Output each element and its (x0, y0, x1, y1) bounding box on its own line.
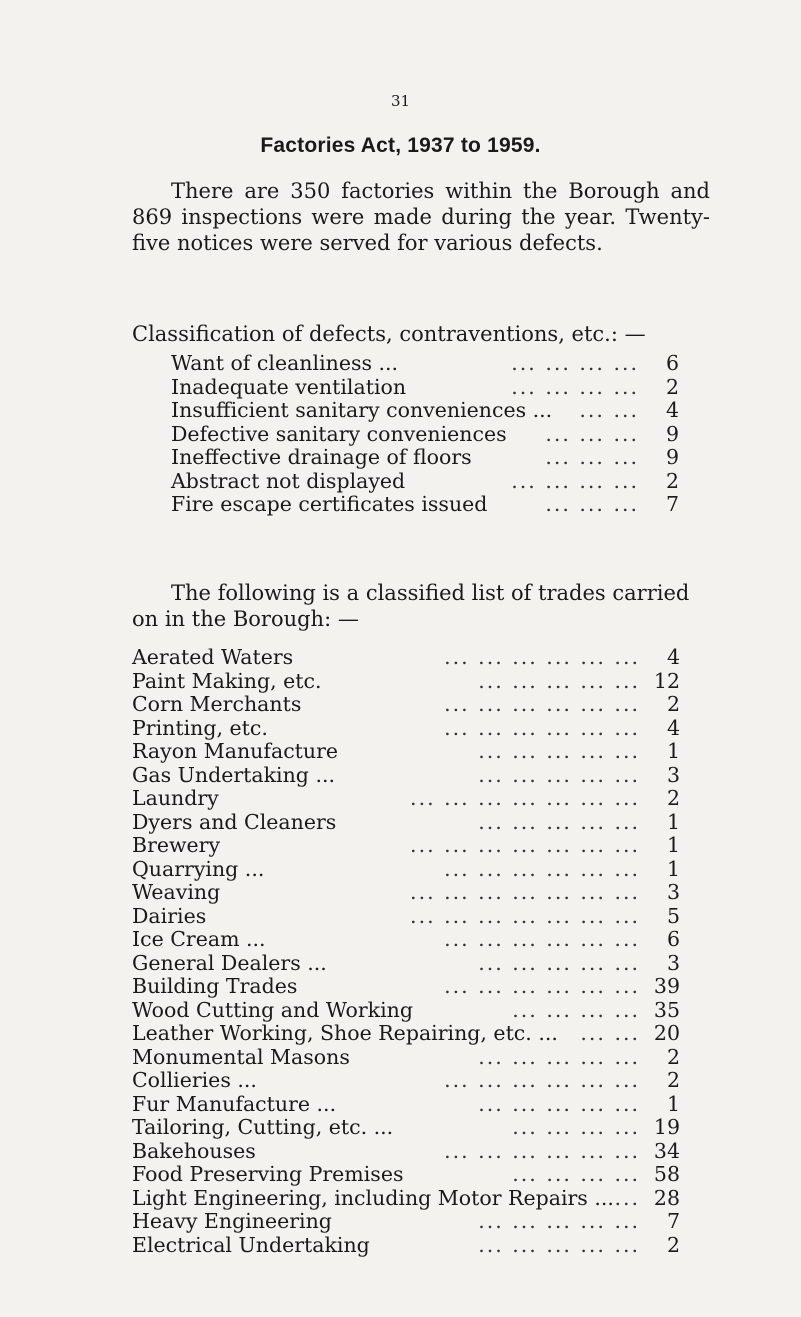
trade-row (132, 1022, 680, 1046)
page-number: 31 (390, 92, 411, 110)
row-label: Aerated Waters (132, 645, 294, 669)
row-label: Ice Cream ... (132, 927, 266, 951)
leader-dots: ... (614, 1185, 640, 1210)
row-label: General Dealers ... (132, 950, 327, 975)
leader-dots: ... ... ... ... ... ... (444, 856, 640, 881)
row-label: Food Preserving Premises (132, 1162, 404, 1186)
row-value: 58 (653, 1162, 680, 1186)
defect-row (171, 446, 679, 470)
trade-row (132, 1163, 680, 1187)
leader-dots: ... ... ... ... ... ... ... (410, 880, 640, 904)
leader-dots: ... ... ... ... ... ... (444, 645, 640, 669)
trade-row (132, 1046, 680, 1070)
trade-row (132, 764, 680, 788)
row-label: Weaving (132, 880, 221, 904)
trades-list (132, 646, 680, 1257)
row-value: 1 (666, 739, 680, 763)
row-label: Printing, etc. (132, 715, 268, 740)
row-value: 2 (665, 374, 679, 399)
trade-row (132, 693, 680, 717)
trades-heading (132, 580, 710, 632)
row-label: Wood Cutting and Working (132, 997, 413, 1022)
row-label: Dyers and Cleaners (132, 809, 337, 834)
leader-dots: ... ... ... ... (511, 374, 639, 399)
row-label: Dairies (132, 903, 207, 928)
leader-dots: ... ... ... ... ... (478, 1044, 640, 1069)
trade-row (132, 1069, 680, 1093)
trade-row (132, 975, 680, 999)
defects-list (171, 352, 679, 517)
intro-text: There are 350 factories within the Borough and 869 inspections were made during the year. Twenty-five notices were served for various defects. (132, 179, 710, 255)
row-label: Fire escape certificates issued (171, 492, 488, 516)
row-label: Light Engineering, including Motor Repairs ... (132, 1185, 614, 1210)
row-value: 2 (666, 692, 680, 716)
defect-row (171, 470, 679, 494)
row-label: Paint Making, etc. (132, 668, 322, 693)
row-value: 6 (665, 351, 679, 375)
row-label: Quarrying ... (132, 856, 265, 881)
trade-row (132, 952, 680, 976)
row-value: 4 (665, 398, 679, 422)
row-value: 7 (666, 1209, 680, 1233)
trade-row (132, 717, 680, 741)
row-label: Insufficient sanitary conveniences ... (171, 398, 553, 422)
row-value: 12 (653, 668, 680, 693)
leader-dots: ... ... (580, 1021, 640, 1045)
row-label: Corn Merchants (132, 692, 302, 716)
trade-row (132, 1140, 680, 1164)
row-label: Rayon Manufacture (132, 739, 339, 763)
defect-row (171, 399, 679, 423)
trade-row (132, 905, 680, 929)
leader-dots: ... ... ... (545, 421, 639, 446)
leader-dots: ... ... ... ... ... (478, 1209, 640, 1233)
trade-row (132, 740, 680, 764)
leader-dots: ... ... ... ... ... ... ... (410, 903, 640, 928)
row-value: 1 (666, 856, 680, 881)
leader-dots: ... ... (579, 398, 639, 422)
row-value: 3 (666, 880, 680, 904)
trade-row (132, 811, 680, 835)
leader-dots: ... ... ... (545, 445, 639, 469)
trade-row (132, 1116, 680, 1140)
leader-dots: ... ... ... ... ... (478, 668, 640, 693)
row-value: 9 (665, 421, 679, 446)
defect-row (171, 493, 679, 517)
row-value: 5 (666, 903, 680, 928)
row-value: 28 (653, 1185, 680, 1210)
row-value: 2 (665, 468, 679, 493)
row-label: Laundry (132, 786, 219, 810)
row-value: 7 (665, 492, 679, 516)
row-label: Electrical Undertaking (132, 1232, 370, 1257)
row-value: 1 (666, 809, 680, 834)
row-label: Brewery (132, 833, 221, 857)
leader-dots: ... ... ... ... ... ... (444, 692, 640, 716)
leader-dots: ... ... ... ... ... (478, 1091, 640, 1116)
trade-row (132, 881, 680, 905)
leader-dots: ... ... ... ... (512, 1162, 640, 1186)
row-value: 19 (653, 1115, 680, 1139)
leader-dots: ... ... ... ... ... ... (444, 927, 640, 951)
row-label: Bakehouses (132, 1138, 256, 1163)
row-label: Collieries ... (132, 1068, 257, 1092)
row-label: Inadequate ventilation (171, 374, 407, 399)
row-label: Ineffective drainage of floors (171, 445, 472, 469)
leader-dots: ... ... ... ... ... ... (444, 715, 640, 740)
row-value: 39 (653, 974, 680, 998)
leader-dots: ... ... ... ... ... ... (444, 1138, 640, 1163)
row-value: 2 (666, 1068, 680, 1092)
row-label: Building Trades (132, 974, 298, 998)
defects-heading: Classification of defects, contraventions, etc.: — (132, 322, 646, 346)
leader-dots: ... ... ... ... ... (478, 1232, 640, 1257)
row-label: Gas Undertaking ... (132, 762, 335, 787)
row-value: 3 (666, 950, 680, 975)
intro-paragraph (132, 178, 710, 256)
row-value: 2 (666, 1044, 680, 1069)
row-value: 9 (665, 445, 679, 469)
leader-dots: ... ... ... ... (511, 468, 639, 493)
trade-row (132, 928, 680, 952)
row-value: 4 (666, 715, 680, 740)
leader-dots: ... ... ... ... (512, 1115, 640, 1139)
row-value: 35 (653, 997, 680, 1022)
trade-row (132, 1210, 680, 1234)
trade-row (132, 999, 680, 1023)
defect-row (171, 376, 679, 400)
row-label: Monumental Masons (132, 1044, 350, 1069)
trade-row (132, 787, 680, 811)
row-value: 20 (653, 1021, 680, 1045)
row-label: Tailoring, Cutting, etc. ... (132, 1115, 394, 1139)
leader-dots: ... ... ... ... ... ... (444, 974, 640, 998)
row-label: Fur Manufacture ... (132, 1091, 337, 1116)
row-value: 2 (666, 786, 680, 810)
row-value: 4 (666, 645, 680, 669)
trade-row (132, 834, 680, 858)
row-label: Heavy Engineering (132, 1209, 332, 1233)
leader-dots: ... ... ... ... ... (478, 950, 640, 975)
row-label: Leather Working, Shoe Repairing, etc. ... (132, 1021, 558, 1045)
trade-row (132, 1234, 680, 1258)
defect-row (171, 423, 679, 447)
row-label: Abstract not displayed (171, 468, 406, 493)
leader-dots: ... ... ... ... ... (478, 762, 640, 787)
row-value: 1 (666, 1091, 680, 1116)
defect-row (171, 352, 679, 376)
leader-dots: ... ... ... ... ... (478, 739, 640, 763)
leader-dots: ... ... ... ... (512, 997, 640, 1022)
trade-row (132, 646, 680, 670)
trade-row (132, 858, 680, 882)
row-value: 6 (666, 927, 680, 951)
leader-dots: ... ... ... ... ... ... ... (410, 833, 640, 857)
trade-row (132, 670, 680, 694)
row-label: Defective sanitary conveniences (171, 421, 507, 446)
leader-dots: ... ... ... ... (511, 351, 639, 375)
trades-intro-text: The following is a classified list of trades carried on in the Borough: — (132, 581, 690, 631)
leader-dots: ... ... ... ... ... ... (444, 1068, 640, 1092)
row-value: 2 (666, 1232, 680, 1257)
row-value: 3 (666, 762, 680, 787)
trade-row (132, 1187, 680, 1211)
page-title: Factories Act, 1937 to 1959. (260, 134, 541, 157)
row-label: Want of cleanliness ... (171, 351, 399, 375)
row-value: 34 (653, 1138, 680, 1163)
leader-dots: ... ... ... ... ... ... ... (410, 786, 640, 810)
leader-dots: ... ... ... ... ... (478, 809, 640, 834)
trade-row (132, 1093, 680, 1117)
leader-dots: ... ... ... (545, 492, 639, 516)
row-value: 1 (666, 833, 680, 857)
